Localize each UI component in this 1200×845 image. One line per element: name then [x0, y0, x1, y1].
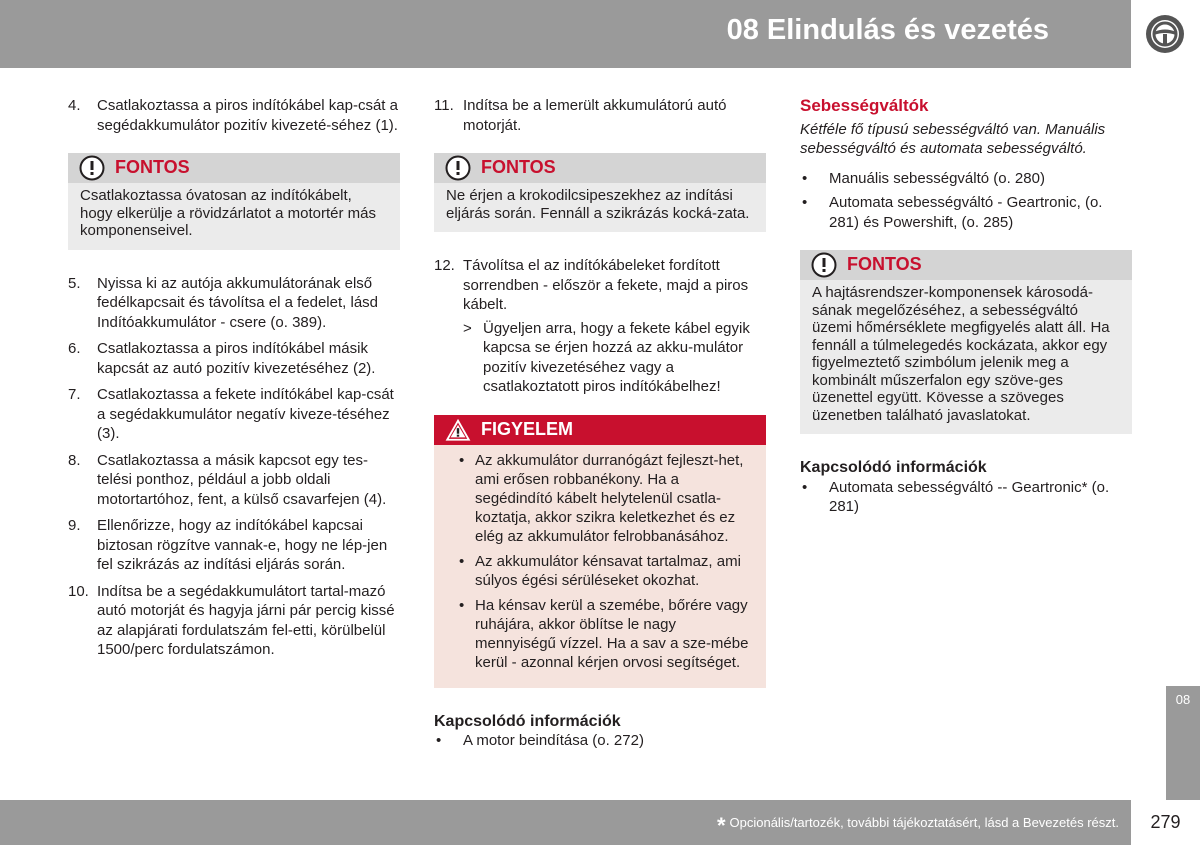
- column-3: [800, 96, 1132, 517]
- step-number: 9.: [68, 517, 81, 534]
- exclamation-icon: [79, 155, 105, 181]
- step-text: Indítsa be a lemerült akkumulátorú autó motorját.: [463, 97, 727, 134]
- footnote-star: *: [716, 813, 726, 838]
- warning-box-title: FIGYELEM: [481, 418, 574, 439]
- chapter-tab: 08: [1166, 686, 1200, 800]
- note-box-body: Csatlakoztassa óvatosan az indítókábelt, hogy elkerülje a rövidzárlatot a motortér más komponenseivel.: [68, 183, 400, 250]
- warning-box-body: [434, 445, 766, 688]
- result-marker: >: [463, 319, 472, 337]
- step-12: [434, 256, 766, 397]
- exclamation-icon: [445, 155, 471, 181]
- note-box-fontos-2: [434, 153, 766, 232]
- step-number: 7.: [68, 386, 81, 403]
- step-text: Csatlakoztassa a piros indítókábel másik kapcsát az autó pozitív kivezetéséhez (2).: [97, 340, 376, 377]
- step-number: 5.: [68, 274, 81, 292]
- warning-triangle-icon: [445, 417, 471, 443]
- note-box-body: A hajtásrendszer-komponensek károsodá-sának megelőzéséhez, a sebességváltó üzemi hőmérséklete megfigyelés alatt áll. Ha fennáll a túlmelegedés kockázata, akkor egy figyelmeztető szimbólum jelenik meg a kombinált műszerfalon egy szöve-ges üzenettel együtt. Kövesse a szöveges üzenetben található javaslatokat.: [800, 280, 1132, 434]
- note-box-fontos-1: [68, 153, 400, 250]
- step-text: Nyissa ki az autója akkumulátorának első fedélkapcsait és távolítsa el a fedelet, lásd Indítóakkumulátor - csere (o. 389).: [97, 274, 379, 331]
- list-item: • Manuális sebességváltó (o. 280): [800, 169, 1132, 189]
- page-number: 279: [1131, 800, 1200, 845]
- related-info: [800, 458, 1132, 517]
- note-box-title: FONTOS: [115, 157, 190, 178]
- step-text: Indítsa be a segédakkumulátort tartal-mazó autó motorját és hagyja járni pár percig kissé az alapjárati fordulatszám fel-etti, körülbelül 1500/perc fordulatszámon.: [97, 582, 395, 658]
- step-text: Csatlakoztassa a másik kapcsot egy tes-telési ponthoz, például a jobb oldali motortartóhoz, fent, a külső csavarfejen (4).: [97, 451, 387, 508]
- warning-item: • Ha kénsav kerül a szemébe, bőrére vagy ruhájára, akkor öblítse le nagy mennyiségű vízzel. Ha a sav a sze-mébe kerül - azonnal kérjen orvosi segítséget.: [446, 596, 754, 672]
- list-item: • Automata sebességváltó - Geartronic, (o. 281) és Powershift, (o. 285): [800, 193, 1132, 232]
- result-text: Ügyeljen arra, hogy a fekete kábel egyik kapcsa se érjen hozzá az akku-mulátor pozitív kivezetéséhez vagy a csatlakoztatott piros indítókábelhez!: [483, 319, 750, 395]
- related-info-item[interactable]: • A motor beindítása (o. 272): [434, 731, 766, 751]
- step-7: [68, 385, 400, 444]
- section-intro: Kétféle fő típusú sebességváltó van. Manuális sebességváltó és automata sebességváltó.: [800, 120, 1106, 157]
- step-number: 4.: [68, 97, 81, 114]
- step-result: [463, 319, 766, 397]
- note-box-fontos-3: [800, 250, 1132, 434]
- step-text: Távolítsa el az indítókábeleket fordított sorrendben - először a fekete, majd a piros kábelt.: [463, 257, 749, 313]
- note-box-header: [68, 153, 400, 183]
- footnote-text: Opcionális/tartozék, további tájékoztatásért, lásd a Bevezetés részt.: [729, 815, 1119, 830]
- step-number: 8.: [68, 451, 81, 469]
- related-info-title: Kapcsolódó információk: [434, 712, 621, 730]
- step-10: [68, 582, 400, 660]
- chapter-title: 08 Elindulás és vezetés: [726, 14, 1049, 46]
- step-11: [434, 96, 766, 135]
- warning-box: [434, 415, 766, 688]
- header-icon-box: [1131, 0, 1200, 68]
- warning-item: • Az akkumulátor durranógázt fejleszt-het, ami erősen robbanékony. Ha a segédindító kábelt helytelenül csatla-koztatja, akkor szikra keletkezhet és ez elég az akkumulátor felrobbanásához.: [446, 451, 754, 546]
- note-box-body: Ne érjen a krokodilcsipeszekhez az indítási eljárás során. Fennáll a szikrázás kocká-zata.: [434, 183, 766, 232]
- step-number: 11.: [434, 97, 454, 114]
- step-6: [68, 339, 400, 378]
- note-box-title: FONTOS: [847, 254, 922, 275]
- step-text: Csatlakoztassa a piros indítókábel kap-csát a segédakkumulátor pozitív kivezeté-séhez (1).: [97, 97, 398, 134]
- step-4: [68, 96, 400, 135]
- warning-box-header: [434, 415, 766, 445]
- step-number: 12.: [434, 257, 455, 274]
- note-box-header: [800, 250, 1132, 280]
- section-title: Sebességváltók: [800, 96, 929, 115]
- warning-item: • Az akkumulátor kénsavat tartalmaz, ami súlyos égési sérüléseket okozhat.: [446, 552, 754, 590]
- step-8: [68, 451, 400, 510]
- related-info: [434, 712, 766, 751]
- steering-wheel-icon: [1144, 13, 1186, 55]
- page-footer: [0, 800, 1131, 845]
- step-9: [68, 516, 400, 575]
- step-number: 10.: [68, 582, 89, 600]
- step-text: Csatlakoztassa a fekete indítókábel kap-csát a segédakkumulátor negatív kiveze-téséhez (3).: [97, 386, 394, 442]
- step-number: 6.: [68, 340, 81, 357]
- step-5: [68, 274, 400, 333]
- note-box-title: FONTOS: [481, 157, 556, 178]
- footnote: [717, 813, 1119, 839]
- column-1: [68, 96, 400, 667]
- related-info-item[interactable]: • Automata sebességváltó -- Geartronic* (o. 281): [800, 478, 1132, 517]
- page-header: [0, 0, 1131, 68]
- column-2: [434, 96, 766, 751]
- step-text: Ellenőrizze, hogy az indítókábel kapcsai biztosan rögzítve vannak-e, hogy ne lép-jen fel szikrázás az indítási eljárás során.: [97, 517, 388, 573]
- note-box-header: [434, 153, 766, 183]
- related-info-title: Kapcsolódó információk: [800, 459, 987, 476]
- exclamation-icon: [811, 252, 837, 278]
